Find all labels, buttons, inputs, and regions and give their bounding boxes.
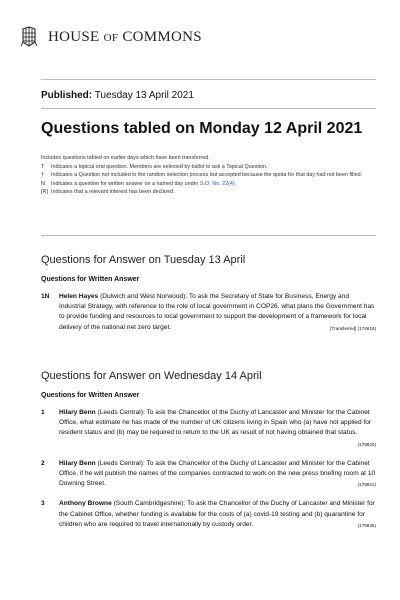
section-subheading: Questions for Written Answer — [41, 276, 140, 283]
question-body — [59, 292, 376, 334]
legend-text-wrapper — [51, 180, 236, 189]
question-number: 2 — [41, 459, 45, 467]
question-reference: (179635) — [357, 522, 376, 528]
header-divider — [41, 79, 376, 80]
house-of-commons-logo — [18, 26, 202, 48]
legend-item — [41, 188, 371, 197]
symbol-legend — [41, 154, 371, 197]
house-name: HOUSE OF COMMONS — [48, 28, 202, 45]
section-heading: Questions for Answer on Tuesday 13 April — [41, 254, 246, 266]
question-item — [41, 459, 376, 491]
question-text: To ask the Chancellor of the Duchy of Lancaster and Minister for the Cabinet Office, whether funding is available for the costs of (a) covid-19 testing and (b) quarantine for children who are required to travel internationally by custody order. — [59, 500, 375, 528]
portcullis-icon — [18, 26, 40, 48]
legend-item — [41, 171, 371, 180]
published-divider — [41, 108, 376, 109]
published-date: Tuesday 13 April 2021 — [94, 90, 194, 101]
legend-symbol: T — [41, 163, 45, 170]
legend-symbol: [R] — [41, 189, 48, 196]
question-text: To ask the Secretary of State for Business, Energy and Industrial Strategy, with reference to the role of local government in COP26, what plans the Government has to provide funding and resources to local government to support the development of a framework for local delivery of the national net zero target. — [59, 293, 375, 331]
question-reference: (178821) — [357, 482, 376, 488]
legend-text: Indicates that a relevant interest has been declared. — [51, 189, 175, 196]
page-title: Questions tabled on Monday 12 April 2021 — [41, 120, 363, 137]
member-name: Hilary Benn — [59, 459, 96, 467]
question-body — [59, 459, 376, 491]
section-wednesday — [41, 370, 376, 531]
section-tuesday — [41, 254, 376, 334]
constituency: (Dulwich and West Norwood): — [100, 293, 188, 300]
legend-text: Indicates a topical oral question. Members are selected by ballot to ask a Topical Question. — [51, 163, 268, 170]
constituency: (Leeds Central): — [97, 459, 145, 467]
question-number: 1 — [41, 409, 45, 416]
section-heading: Questions for Answer on Wednesday 14 April — [41, 370, 262, 382]
legend-item — [41, 180, 371, 189]
constituency: (Leeds Central): — [97, 409, 145, 416]
standing-order-link[interactable]: S.O. No. 22(4) — [199, 180, 235, 187]
question-item — [41, 408, 376, 450]
legend-intro: Includes questions tabled on earlier days which have been transferred. — [41, 155, 210, 161]
legend-text: Indicates a question for written answer on a named day under — [51, 180, 200, 187]
question-number: 1N — [41, 293, 50, 300]
question-text: To ask the Chancellor of the Duchy of Lancaster and Minister for the Cabinet Office, if he will publish the names of the companies contracted to work on the new press briefing room at 10 Downing Street. — [59, 459, 376, 488]
question-reference: [Transferred] (174918) — [330, 325, 376, 331]
question-item — [41, 292, 376, 334]
legend-symbol: † — [41, 172, 44, 179]
legend-divider — [41, 235, 376, 236]
question-text: To ask the Chancellor of the Duchy of Lancaster and Minister for the Cabinet Office, what estimate he has made of the number of UK citizens living in Spain who (a) have not applied for resident status and (b) may be required to return to the UK as result of not having obtained that status. — [59, 409, 372, 437]
question-number: 3 — [41, 500, 45, 508]
legend-text-end: . — [234, 180, 237, 187]
question-body — [59, 408, 376, 450]
member-name: Anthony Browne — [59, 500, 112, 508]
member-name: Helen Hayes — [59, 293, 99, 300]
published-line — [41, 90, 194, 101]
question-body — [59, 499, 376, 531]
legend-text: Indicates a Question not included in the random selection process but accepted because the quota for that day had not been filled. — [51, 172, 363, 179]
legend-item — [41, 163, 371, 172]
section-subheading: Questions for Written Answer — [41, 392, 140, 399]
question-reference: (178820) — [357, 441, 376, 447]
legend-symbol: N — [41, 180, 45, 187]
member-name: Hilary Benn — [59, 409, 96, 416]
published-label: Published: — [41, 90, 93, 101]
constituency: (South Cambridgeshire): — [113, 500, 186, 508]
question-item — [41, 499, 376, 531]
